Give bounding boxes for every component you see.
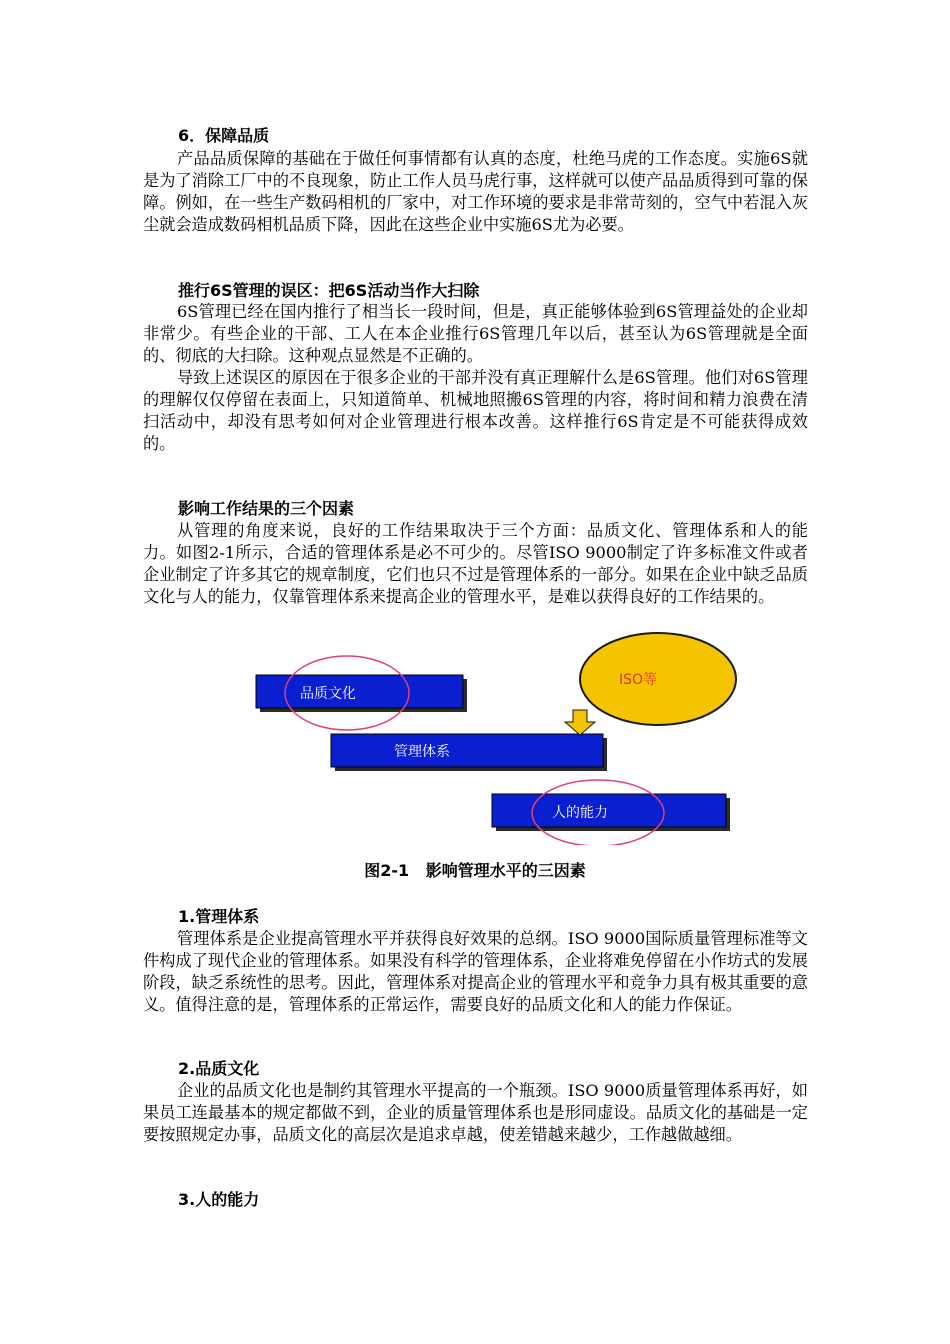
section-heading-management-system: 1.管理体系: [178, 907, 260, 926]
bar-quality-culture-label: 品质文化: [300, 686, 356, 702]
paragraph-6s-mistake-2: 导致上述误区的原因在于很多企业的干部并没有真正理解什么是6S管理。他们对6S管理的理解仅仅停留在表面上，只知道简单、机械地照搬6S管理的内容，将时间和精力浪费在清扫活动中，却没有思考如何对企业管理进行根本改善。这样推行6S肯定是不可能获得成效的。: [143, 368, 808, 453]
section-heading-human-ability: 3.人的能力: [178, 1190, 260, 1209]
three-factors-diagram: [240, 630, 740, 845]
section-heading-6s-mistake: 推行6S管理的误区：把6S活动当作大扫除: [178, 281, 480, 300]
section-heading-three-factors: 影响工作结果的三个因素: [178, 499, 355, 518]
section-heading-quality-assurance: 6．保障品质: [178, 126, 270, 145]
paragraph-three-factors: 从管理的角度来说，良好的工作结果取决于三个方面：品质文化、管理体系和人的能力。如图2-1所示，合适的管理体系是必不可少的。尽管ISO 9000制定了许多标准文件或者企业制定了许多其它的规章制度，它们也只不过是管理体系的一部分。如果在企业中缺乏品质文化与人的能力，仅靠管理体系来提高企业的管理水平，是难以获得良好的工作结果的。: [143, 521, 808, 606]
bar-management-system: [331, 734, 607, 771]
paragraph-quality-assurance: 产品品质保障的基础在于做任何事情都有认真的态度，杜绝马虎的工作态度。实施6S就是为了消除工厂中的不良现象，防止工作人员马虎行事，这样就可以使产品品质得到可靠的保障。例如，在一些生产数码相机的厂家中，对工作环境的要求是非常苛刻的，空气中若混入灰尘就会造成数码相机品质下降，因此在这些企业中实施6S尤为必要。: [143, 149, 808, 234]
down-arrow-icon: [565, 710, 595, 735]
iso-bubble: [580, 633, 736, 725]
bar-management-system-label: 管理体系: [394, 744, 450, 760]
bar-human-ability: [492, 794, 730, 831]
figure-caption: 图2-1 影响管理水平的三因素: [364, 861, 586, 880]
bar-human-ability-label: 人的能力: [552, 805, 608, 821]
paragraph-management-system: 管理体系是企业提高管理水平并获得良好效果的总纲。ISO 9000国际质量管理标准等文件构成了现代企业的管理体系。如果没有科学的管理体系，企业将难免停留在小作坊式的发展阶段，缺乏系统性的思考。因此，管理体系对提高企业的管理水平和竞争力具有极其重要的意义。值得注意的是，管理体系的正常运作，需要良好的品质文化和人的能力作保证。: [143, 929, 808, 1014]
section-heading-quality-culture: 2.品质文化: [178, 1059, 260, 1078]
paragraph-6s-mistake-1: 6S管理已经在国内推行了相当长一段时间，但是，真正能够体验到6S管理益处的企业却非常少。有些企业的干部、工人在本企业推行6S管理几年以后，甚至认为6S管理就是全面的、彻底的大扫除。这种观点显然是不正确的。: [143, 302, 808, 365]
iso-bubble-label: ISO等: [619, 672, 658, 688]
paragraph-quality-culture: 企业的品质文化也是制约其管理水平提高的一个瓶颈。ISO 9000质量管理体系再好，如果员工连最基本的规定都做不到，企业的质量管理体系也是形同虚设。品质文化的基础是一定要按照规定办事，品质文化的高层次是追求卓越，使差错越来越少，工作越做越细。: [143, 1081, 808, 1144]
